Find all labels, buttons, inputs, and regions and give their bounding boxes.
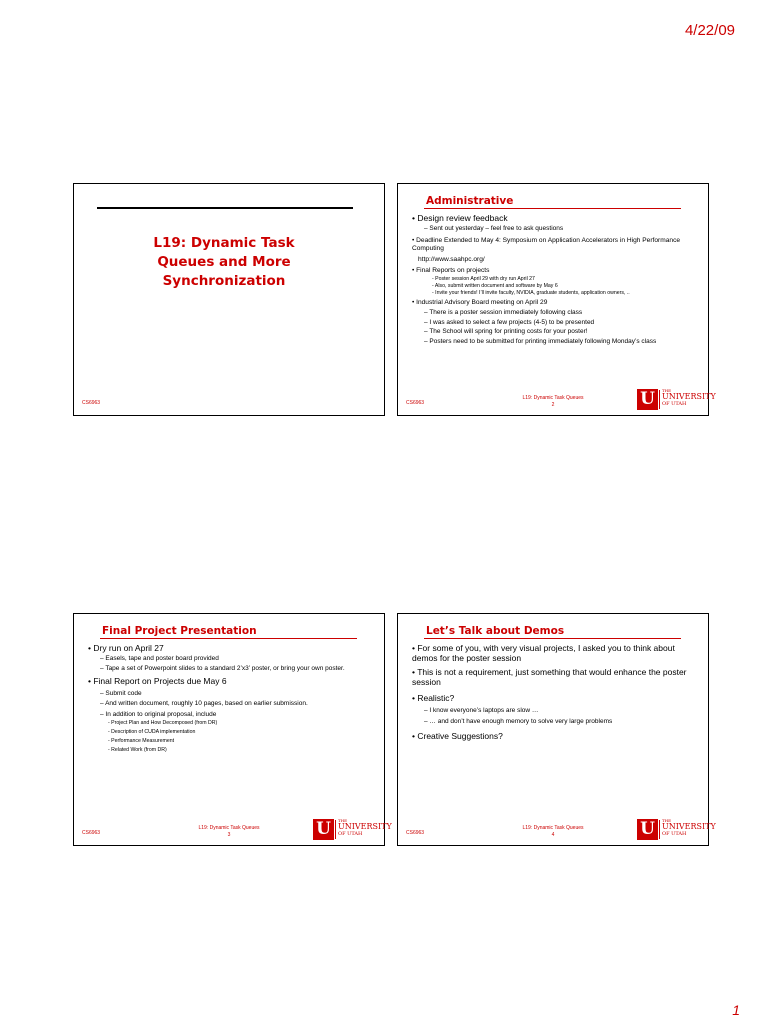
logo-text [662,819,716,837]
bullet: • Creative Suggestions? [412,731,694,741]
logo-university: UNIVERSITY [662,392,716,401]
footer-title: L19: Dynamic Task Queues [522,825,584,831]
slide-title: Let’s Talk about Demos [426,625,565,637]
sub-sub-bullet: - Related Work (from DR) [108,747,370,753]
university-logo [637,388,716,410]
sub-sub-bullet: - Project Plan and How Decomposed (from DR) [108,720,370,726]
university-logo [637,818,716,840]
u-logo-icon: U [313,819,334,840]
sub-bullet: – … and don’t have enough memory to solve very large problems [424,718,694,726]
logo-text [662,389,716,407]
title-line-2: Queues and More [157,254,291,270]
slide-4 [397,613,716,846]
sub-bullet: – The School will spring for printing costs for your poster! [424,328,694,336]
logo-the: THE [662,388,672,393]
bullet: • Deadline Extended to May 4: Symposium on Application Accelerators in High Performance Computing [412,237,694,253]
slide-title: Final Project Presentation [102,625,257,637]
logo-university: UNIVERSITY [338,822,392,831]
sub-bullet: – I was asked to select a few projects (4-5) to be presented [424,319,694,327]
bullet: • Final Report on Projects due May 6 [88,676,370,686]
sub-bullet: – In addition to original proposal, include [100,711,370,719]
page-date: 4/22/09 [684,22,735,39]
bullet: • Final Reports on projects [412,267,694,275]
sub-bullet: – There is a poster session immediately following class [424,309,694,317]
sub-bullet: - Also, submit written document and software by May 6 [432,283,694,289]
slide-title [94,234,354,291]
bullet: • This is not a requirement, just something that would enhance the poster session [412,667,694,687]
slide-3 [73,613,392,846]
slide-number: 4 [551,831,555,838]
logo-university: UNIVERSITY [662,822,716,831]
sub-sub-bullet: - Performance Measurement [108,738,370,744]
sub-bullet: – Posters need to be submitted for printing immediately following Monday’s class [424,338,694,346]
logo-the: THE [662,818,672,823]
logo-of-utah: OF UTAH [662,831,687,837]
slide-1 [73,183,385,416]
url-text: http://www.saahpc.org/ [418,255,485,263]
sub-bullet: – I know everyone’s laptops are slow … [424,707,694,715]
logo-divider [335,820,336,839]
title-line-3: Synchronization [162,273,286,289]
slide-2 [397,183,716,416]
title-rule [424,208,681,209]
title-rule [100,638,357,639]
sub-bullet: – Easels, tape and poster board provided [100,655,370,663]
sub-bullet: - Poster session April 29 with dry run April 27 [432,276,694,282]
sub-bullet: – Tape a set of Powerpoint slides to a standard 2’x3’ poster, or bring your own poster. [100,665,370,673]
slide-body [412,211,694,345]
slide-body [88,641,370,753]
course-code: CS6963 [82,400,101,406]
title-rule [97,207,353,209]
bullet: • Design review feedback [412,213,694,223]
university-logo [313,818,392,840]
sub-sub-bullet: - Description of CUDA implementation [108,729,370,735]
footer-title: L19: Dynamic Task Queues [198,825,260,831]
logo-text [338,819,392,837]
sub-bullet: – Sent out yesterday – feel free to ask questions [424,225,694,233]
bullet: • For some of you, with very visual projects, I asked you to think about demos for the poster session [412,643,694,663]
slide-body [412,641,694,741]
sub-bullet: – And written document, roughly 10 pages, based on earlier submission. [100,700,370,708]
logo-of-utah: OF UTAH [338,831,363,837]
slide-number: 2 [551,401,555,408]
logo-of-utah: OF UTAH [662,401,687,407]
title-rule [424,638,681,639]
logo-divider [659,390,660,409]
bullet: • Industrial Advisory Board meeting on April 29 [412,299,694,307]
course-code: CS6963 [406,400,425,406]
title-line-1: L19: Dynamic Task [153,235,295,251]
bullet: • Realistic? [412,693,694,703]
course-code: CS6963 [406,830,425,836]
logo-divider [659,820,660,839]
u-logo-icon: U [637,389,658,410]
sub-bullet: - Invite your friends! I’ll invite faculty, NVIDIA, graduate students, application owners, .. [432,290,694,296]
u-logo-icon: U [637,819,658,840]
slide-number: 3 [227,831,231,838]
footer-title: L19: Dynamic Task Queues [522,395,584,401]
bullet: • Dry run on April 27 [88,643,370,653]
logo-the: THE [338,818,348,823]
sub-bullet: – Submit code [100,690,370,698]
course-code: CS6963 [82,830,101,836]
page-number: 1 [732,1002,740,1018]
slide-title: Administrative [426,195,514,207]
